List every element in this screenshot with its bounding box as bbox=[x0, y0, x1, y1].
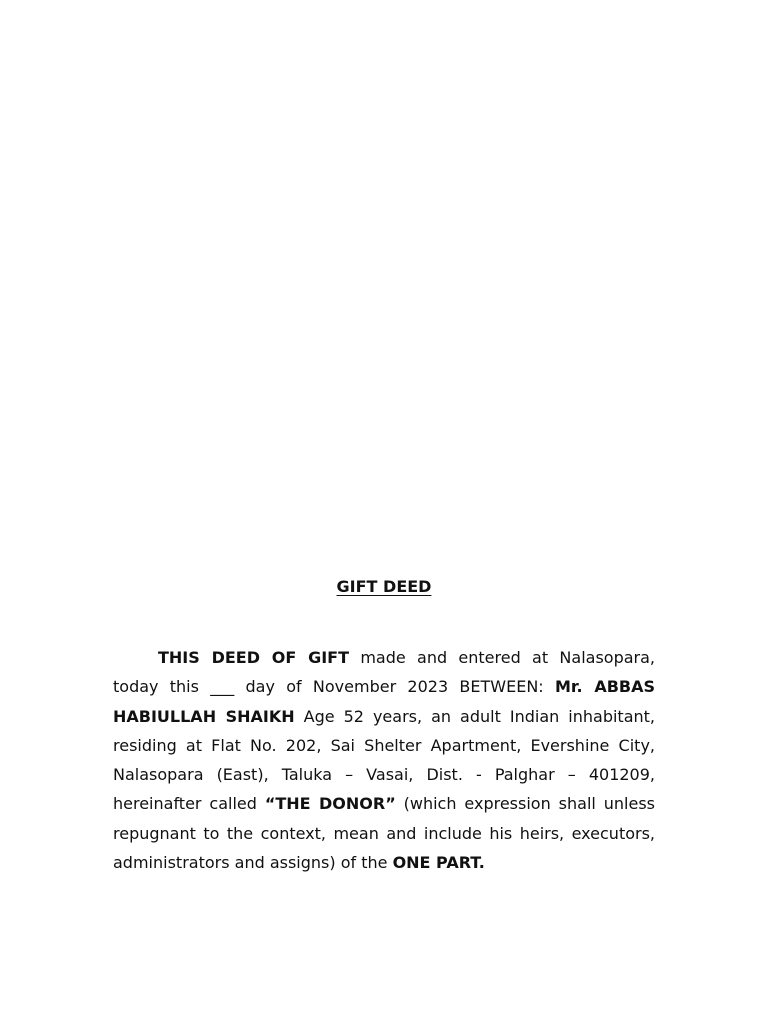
paragraph-text-2: Age 52 years, an adult Indian inhabitant, residing at Flat No. 202, Sai Shelter Apartment, Evershine City, Nalasopara (East), Taluka – Vasai, Dist. - Palghar – 401209, hereinafter called bbox=[113, 706, 656, 814]
one-part-phrase: ONE PART. bbox=[392, 853, 485, 873]
paragraph-text-3: (which expression shall unless repugnant to the context, mean and include his heirs, executors, administrators and assigns) of the bbox=[113, 794, 655, 873]
deed-of-gift-phrase: THIS DEED OF GIFT bbox=[158, 648, 350, 667]
donor-name: Mr. ABBAS HABIULLAH SHAIKH bbox=[113, 677, 656, 726]
paragraph-text-1: made and entered at Nalasopara, today this ___ day of November 2023 BETWEEN: bbox=[113, 648, 656, 697]
deed-opening-paragraph bbox=[113, 643, 655, 877]
donor-designation: “THE DONOR” bbox=[264, 794, 396, 814]
document-title: GIFT DEED bbox=[336, 577, 432, 596]
